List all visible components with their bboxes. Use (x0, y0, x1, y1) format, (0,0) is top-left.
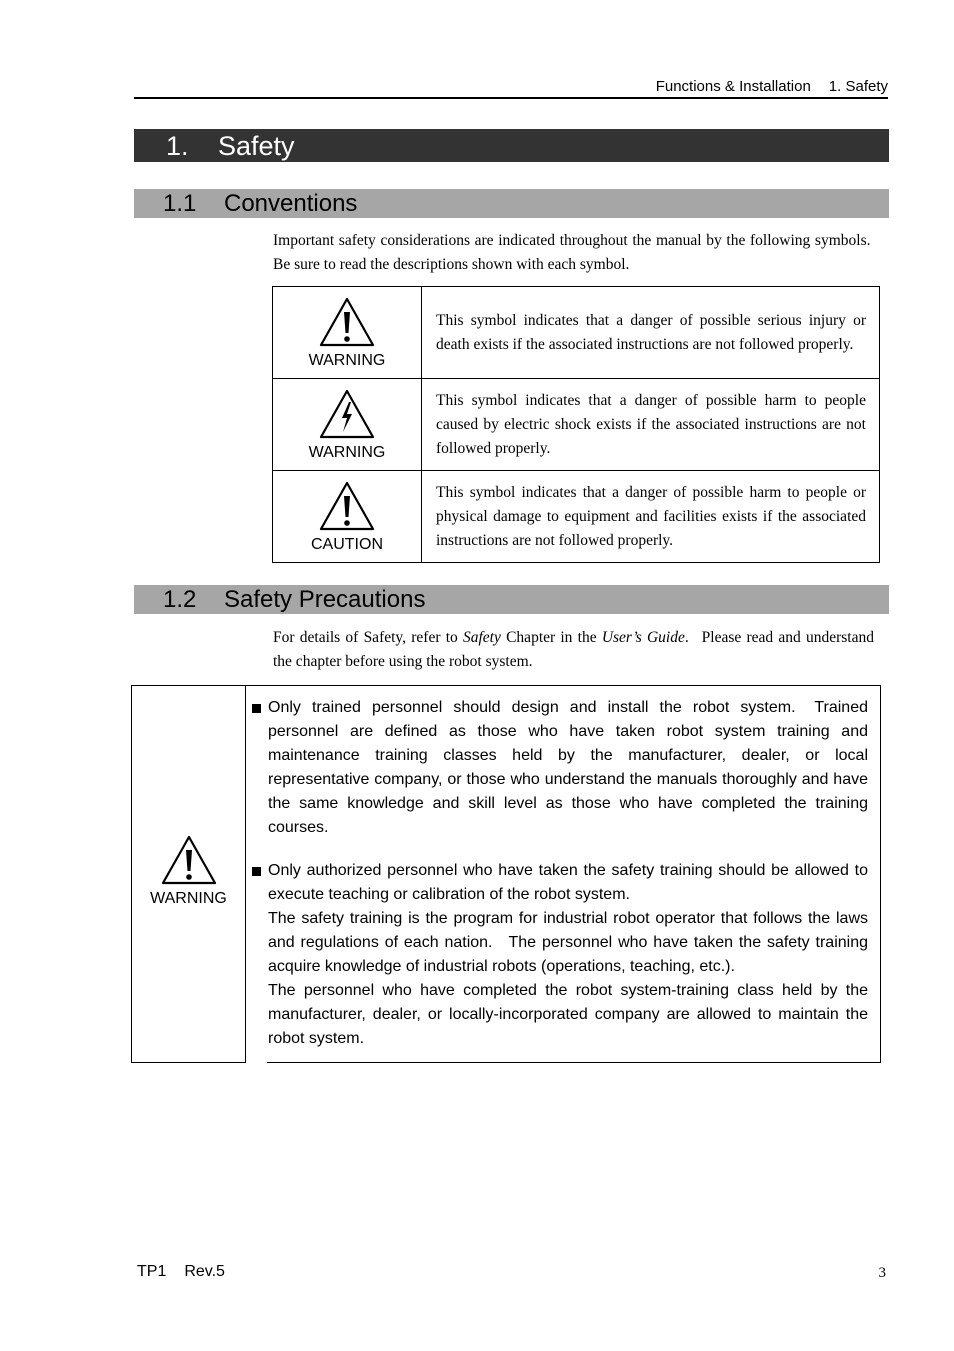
chapter-title: Safety (218, 131, 295, 161)
warning-label: WARNING (150, 890, 227, 907)
symbol-row (273, 287, 880, 379)
symbol-description: This symbol indicates that a danger of possible harm to people or physical damage to equipment and facilities exists if the associated instructions are not followed properly. (422, 471, 880, 563)
intro-emphasis-safety: Safety (463, 629, 501, 646)
symbol-description: This symbol indicates that a danger of possible serious injury or death exists if the associated instructions are not followed properly. (422, 287, 880, 379)
section-number: 1.2 (163, 586, 197, 613)
symbol-icon-cell (273, 287, 422, 379)
bullet-text: Only trained personnel should design and install the robot system. Trained personnel are defined as those who have taken robot system training and maintenance training classes held by the manufacturer, dealer, or local representative company, or those who understand the manuals thoroughly and have the same knowledge and skill level as those who have completed the training courses. (268, 699, 868, 836)
bullet-paragraph: The personnel who have completed the robot system-training class held by the manufacturer, dealer, or locally-incorporated company are allowed to maintain the robot system. (268, 982, 868, 1047)
symbol-row (273, 379, 880, 471)
symbol-label: CAUTION (311, 535, 383, 553)
section-number: 1.1 (163, 190, 197, 217)
section-title: Conventions (224, 190, 358, 217)
border-gap (246, 1061, 267, 1063)
intro-text: Chapter in the (500, 629, 602, 646)
symbol-icon-cell (273, 471, 422, 563)
footer-doc-id (137, 1262, 225, 1282)
list-item (252, 696, 868, 840)
list-item (252, 859, 868, 1051)
symbol-icon-cell (273, 379, 422, 471)
intro-emphasis-users-guide: User’s Guide (601, 629, 685, 646)
page-number: 3 (878, 1265, 886, 1281)
conventions-intro: Important safety considerations are indicated throughout the manual by the following symbols. Be sure to read the descriptions shown with each symbol. (273, 232, 886, 273)
section-title: Safety Precautions (224, 586, 426, 613)
symbol-label: WARNING (308, 351, 386, 369)
exclamation-triangle-icon (318, 296, 376, 348)
warning-content (252, 696, 868, 1051)
symbol-label: WARNING (308, 443, 386, 461)
page-header (134, 77, 888, 99)
bullet-square-icon (252, 867, 261, 876)
intro-text: For details of Safety, refer to (273, 629, 463, 646)
bullet-square-icon (252, 704, 261, 713)
footer-rev: Rev.5 (184, 1263, 225, 1280)
warning-box (131, 685, 881, 1063)
exclamation-triangle-icon (318, 480, 376, 532)
bullet-text: Only authorized personnel who have taken the safety training should be allowed to execute teaching or calibration of the robot system. (268, 862, 868, 903)
footer-doc: TP1 (137, 1263, 167, 1280)
chapter-number: 1. (166, 131, 189, 161)
bullet-paragraph: The safety training is the program for industrial robot operator that follows the laws and regulations of each nation. The personnel who have taken the safety training acquire knowledge of industrial robots (operations, teaching, etc.). (268, 910, 868, 975)
exclamation-triangle-icon (160, 834, 218, 886)
electric-shock-triangle-icon (318, 388, 376, 440)
safety-precautions-intro (273, 626, 874, 674)
warning-icon-cell (132, 686, 246, 1062)
chapter-heading (134, 129, 889, 162)
intro-text: . Please read and understand the chapter before using the robot system. (273, 629, 874, 670)
symbol-table (272, 286, 880, 563)
symbol-row (273, 471, 880, 563)
symbol-description: This symbol indicates that a danger of possible harm to people caused by electric shock exists if the associated instructions are not followed properly. (422, 379, 880, 471)
section-heading-conventions (134, 189, 889, 218)
header-section: Functions & Installation (655, 78, 811, 95)
section-heading-safety-precautions (134, 585, 889, 614)
header-chapter: 1. Safety (828, 78, 888, 95)
